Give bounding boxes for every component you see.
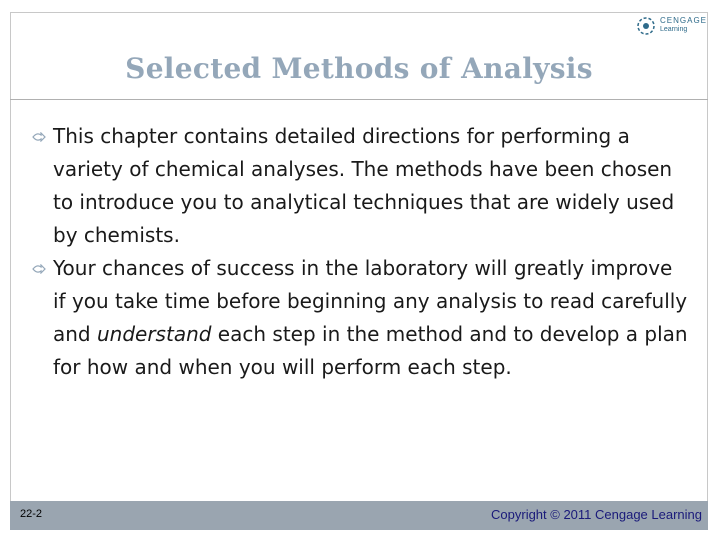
copyright-notice: Copyright © 2011 Cengage Learning (491, 507, 702, 522)
logo-text-cengage: CENGAGE (660, 16, 708, 25)
bullet-item (28, 252, 688, 384)
cengage-logo-icon (636, 16, 656, 36)
bullet-emphasis: understand (96, 322, 212, 346)
bullet-arrow-icon (32, 264, 46, 274)
cengage-logo (636, 14, 708, 38)
bullet-list (28, 120, 688, 384)
logo-text-learning: Learning (660, 26, 688, 33)
bullet-item (28, 120, 688, 252)
slide-title: Selected Methods of Analysis (125, 52, 593, 85)
slide-number: 22-2 (20, 508, 43, 520)
bullet-arrow-icon (32, 132, 46, 142)
bullet-text-before: Your chances of success in the laboratory will greatly improve if you take time before beginning any analysis to read carefully and (53, 256, 688, 346)
bullet-text-after: each step in the method and to develop a plan for how and when you will perform each step. (53, 322, 688, 379)
bullet-text: This chapter contains detailed directions for performing a variety of chemical analyses. The methods have been chosen to introduce you to analytical techniques that are widely used by chemists. (53, 124, 675, 247)
footer-bar (10, 501, 708, 530)
